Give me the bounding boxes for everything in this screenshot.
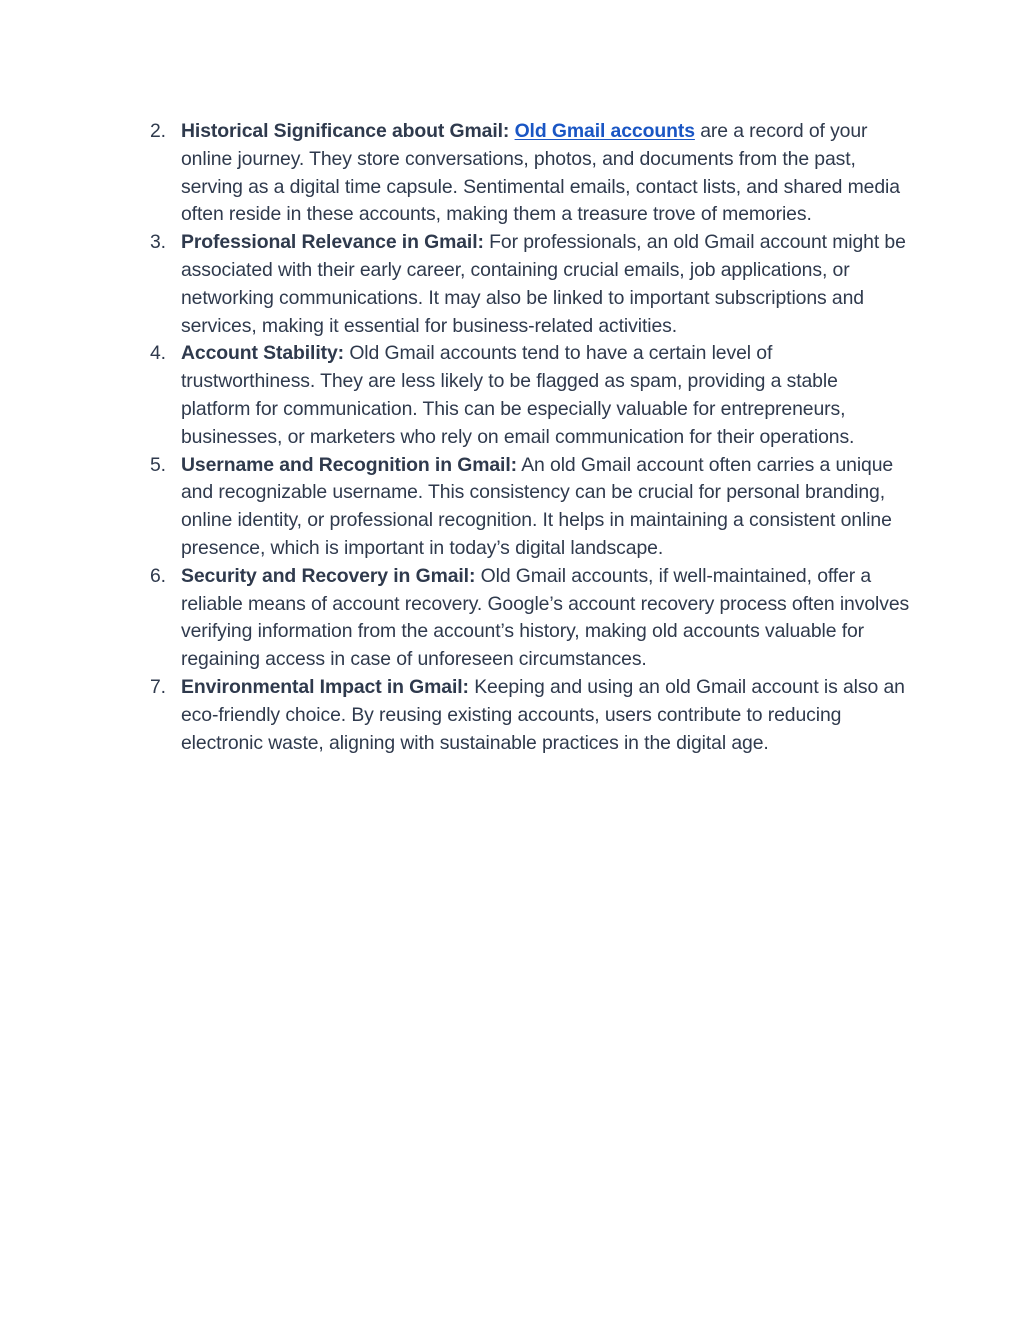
numbered-list [140,118,910,757]
list-item-historical-significance [140,118,910,229]
list-item-heading: Account Stability: [181,342,345,365]
list-item-body: Old Gmail accounts tend to have a certain level of trustworthiness. They are less likely to be flagged as spam, providing a stable platform for communication. This can be especially valuable for entrepreneurs, businesses, or marketers who rely on email communication for their operations. [181,342,855,448]
list-item-body: are a record of your online journey. They store conversations, photos, and documents from the past, serving as a digital time capsule. Sentimental emails, contact lists, and shared media often reside in these accounts, making them a treasure trove of memories. [181,120,900,226]
list-item-security-recovery [140,563,910,674]
list-item-heading: Environmental Impact in Gmail: [181,675,469,698]
list-item-body: For professionals, an old Gmail account might be associated with their early career, containing crucial emails, job applications, or networking communications. It may also be linked to important subscriptions and services, making it essential for business-related activities. [181,231,906,337]
list-item-body: An old Gmail account often carries a unique and recognizable username. This consistency can be crucial for personal branding, online identity, or professional recognition. It helps in maintaining a consistent online presence, which is important in today’s digital landscape. [181,453,894,559]
list-item-number: 5. [150,453,166,476]
list-item-username-recognition [140,452,910,563]
list-item-heading: Security and Recovery in Gmail: [181,564,476,587]
old-gmail-accounts-link[interactable]: Old Gmail accounts [514,120,695,142]
list-item-number: 3. [150,231,166,254]
list-item-heading: Username and Recognition in Gmail: [181,453,517,476]
list-item-environmental-impact [140,674,910,757]
list-item-body: Keeping and using an old Gmail account is also an eco-friendly choice. By reusing existing accounts, users contribute to reducing electronic waste, aligning with sustainable practices in the digital age. [181,675,905,754]
list-item-number: 7. [150,675,166,698]
list-item-account-stability [140,340,910,451]
list-item-heading: Professional Relevance in Gmail: [181,231,484,254]
list-item-body: Old Gmail accounts, if well-maintained, offer a reliable means of account recovery. Google’s account recovery process often involves verifying information from the account’s history, making old accounts valuable for regaining access in case of unforeseen circumstances. [181,564,910,671]
list-item-heading: Historical Significance about Gmail: [181,120,510,142]
list-item-number: 4. [150,342,166,365]
list-item-number: 2. [150,120,166,142]
list-item-professional-relevance [140,229,910,340]
list-item-number: 6. [150,564,166,587]
